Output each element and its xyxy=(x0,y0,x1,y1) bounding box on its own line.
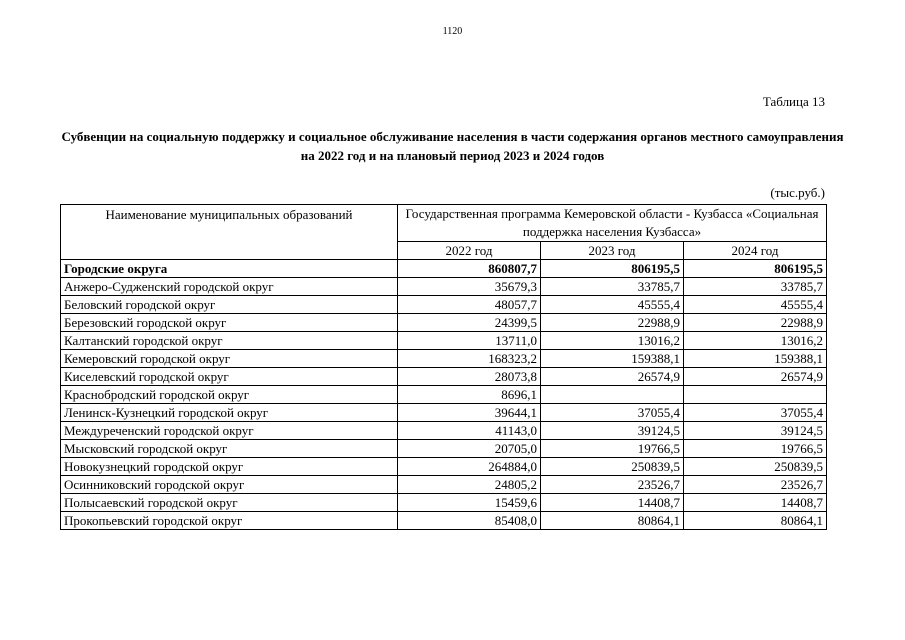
value-2022: 24805,2 xyxy=(398,476,541,494)
value-2023: 14408,7 xyxy=(541,494,684,512)
table-row xyxy=(61,512,827,530)
value-2024: 39124,5 xyxy=(684,422,827,440)
subvention-table xyxy=(60,204,827,530)
municipality-name: Краснобродский городской округ xyxy=(61,386,398,404)
municipality-name: Ленинск-Кузнецкий городской округ xyxy=(61,404,398,422)
column-header-year-2023: 2023 год xyxy=(541,242,684,260)
table-row xyxy=(61,314,827,332)
document-title: Субвенции на социальную поддержку и социальное обслуживание населения в части содержания органов местного самоуправления на 2022 год и на плановый период 2023 и 2024 годов xyxy=(61,129,844,163)
value-2022: 35679,3 xyxy=(398,278,541,296)
value-2023: 26574,9 xyxy=(541,368,684,386)
municipality-name: Осинниковский городской округ xyxy=(61,476,398,494)
table-row xyxy=(61,404,827,422)
value-2024: 23526,7 xyxy=(684,476,827,494)
value-2023: 45555,4 xyxy=(541,296,684,314)
value-2024: 159388,1 xyxy=(684,350,827,368)
value-2024: 14408,7 xyxy=(684,494,827,512)
table-row xyxy=(61,440,827,458)
page-number: 1120 xyxy=(442,26,463,37)
table-row xyxy=(61,278,827,296)
total-row xyxy=(61,260,827,278)
value-2022: 264884,0 xyxy=(398,458,541,476)
value-2023: 37055,4 xyxy=(541,404,684,422)
value-2022: 39644,1 xyxy=(398,404,541,422)
value-2023: 159388,1 xyxy=(541,350,684,368)
value-2024: 26574,9 xyxy=(684,368,827,386)
value-2022: 20705,0 xyxy=(398,440,541,458)
column-header-program: Государственная программа Кемеровской области - Кузбасса «Социальная поддержка населения Кузбасса» xyxy=(398,205,827,242)
value-2022: 15459,6 xyxy=(398,494,541,512)
value-2024: 22988,9 xyxy=(684,314,827,332)
table-label: Таблица 13 xyxy=(762,94,825,109)
column-header-year-2024: 2024 год xyxy=(684,242,827,260)
municipality-name: Новокузнецкий городской округ xyxy=(61,458,398,476)
value-2022: 168323,2 xyxy=(398,350,541,368)
value-2022: 85408,0 xyxy=(398,512,541,530)
value-2023: 39124,5 xyxy=(541,422,684,440)
value-2023: 19766,5 xyxy=(541,440,684,458)
table-row xyxy=(61,368,827,386)
value-2022: 24399,5 xyxy=(398,314,541,332)
value-2024: 250839,5 xyxy=(684,458,827,476)
value-2022: 28073,8 xyxy=(398,368,541,386)
municipality-name: Кемеровский городской округ xyxy=(61,350,398,368)
total-value-2024: 806195,5 xyxy=(684,260,827,278)
value-2023: 13016,2 xyxy=(541,332,684,350)
value-2023: 33785,7 xyxy=(541,278,684,296)
value-2024: 13016,2 xyxy=(684,332,827,350)
table-row xyxy=(61,458,827,476)
value-2024: 19766,5 xyxy=(684,440,827,458)
municipality-name: Киселевский городской округ xyxy=(61,368,398,386)
table-row xyxy=(61,422,827,440)
value-2022: 48057,7 xyxy=(398,296,541,314)
value-2023: 250839,5 xyxy=(541,458,684,476)
value-2022: 41143,0 xyxy=(398,422,541,440)
value-2023 xyxy=(541,386,684,404)
value-2023: 22988,9 xyxy=(541,314,684,332)
value-2023: 80864,1 xyxy=(541,512,684,530)
municipality-name: Прокопьевский городской округ xyxy=(61,512,398,530)
table-row xyxy=(61,296,827,314)
value-2023: 23526,7 xyxy=(541,476,684,494)
column-header-name: Наименование муниципальных образований xyxy=(61,205,398,260)
municipality-name: Междуреченский городской округ xyxy=(61,422,398,440)
value-2024 xyxy=(684,386,827,404)
municipality-name: Полысаевский городской округ xyxy=(61,494,398,512)
table-row xyxy=(61,386,827,404)
total-value-2022: 860807,7 xyxy=(398,260,541,278)
value-2024: 80864,1 xyxy=(684,512,827,530)
table-row xyxy=(61,494,827,512)
table-row xyxy=(61,476,827,494)
value-2024: 33785,7 xyxy=(684,278,827,296)
municipality-name: Калтанский городской округ xyxy=(61,332,398,350)
header-row xyxy=(61,205,827,242)
units-label: (тыс.руб.) xyxy=(770,185,825,200)
value-2022: 8696,1 xyxy=(398,386,541,404)
value-2024: 37055,4 xyxy=(684,404,827,422)
total-value-2023: 806195,5 xyxy=(541,260,684,278)
value-2022: 13711,0 xyxy=(398,332,541,350)
column-header-year-2022: 2022 год xyxy=(398,242,541,260)
municipality-name: Березовский городской округ xyxy=(61,314,398,332)
municipality-name: Мысковский городской округ xyxy=(61,440,398,458)
value-2024: 45555,4 xyxy=(684,296,827,314)
municipality-name: Беловский городской округ xyxy=(61,296,398,314)
table-row xyxy=(61,350,827,368)
municipality-name: Анжеро-Судженский городской округ xyxy=(61,278,398,296)
total-row-name: Городские округа xyxy=(61,260,398,278)
table-row xyxy=(61,332,827,350)
